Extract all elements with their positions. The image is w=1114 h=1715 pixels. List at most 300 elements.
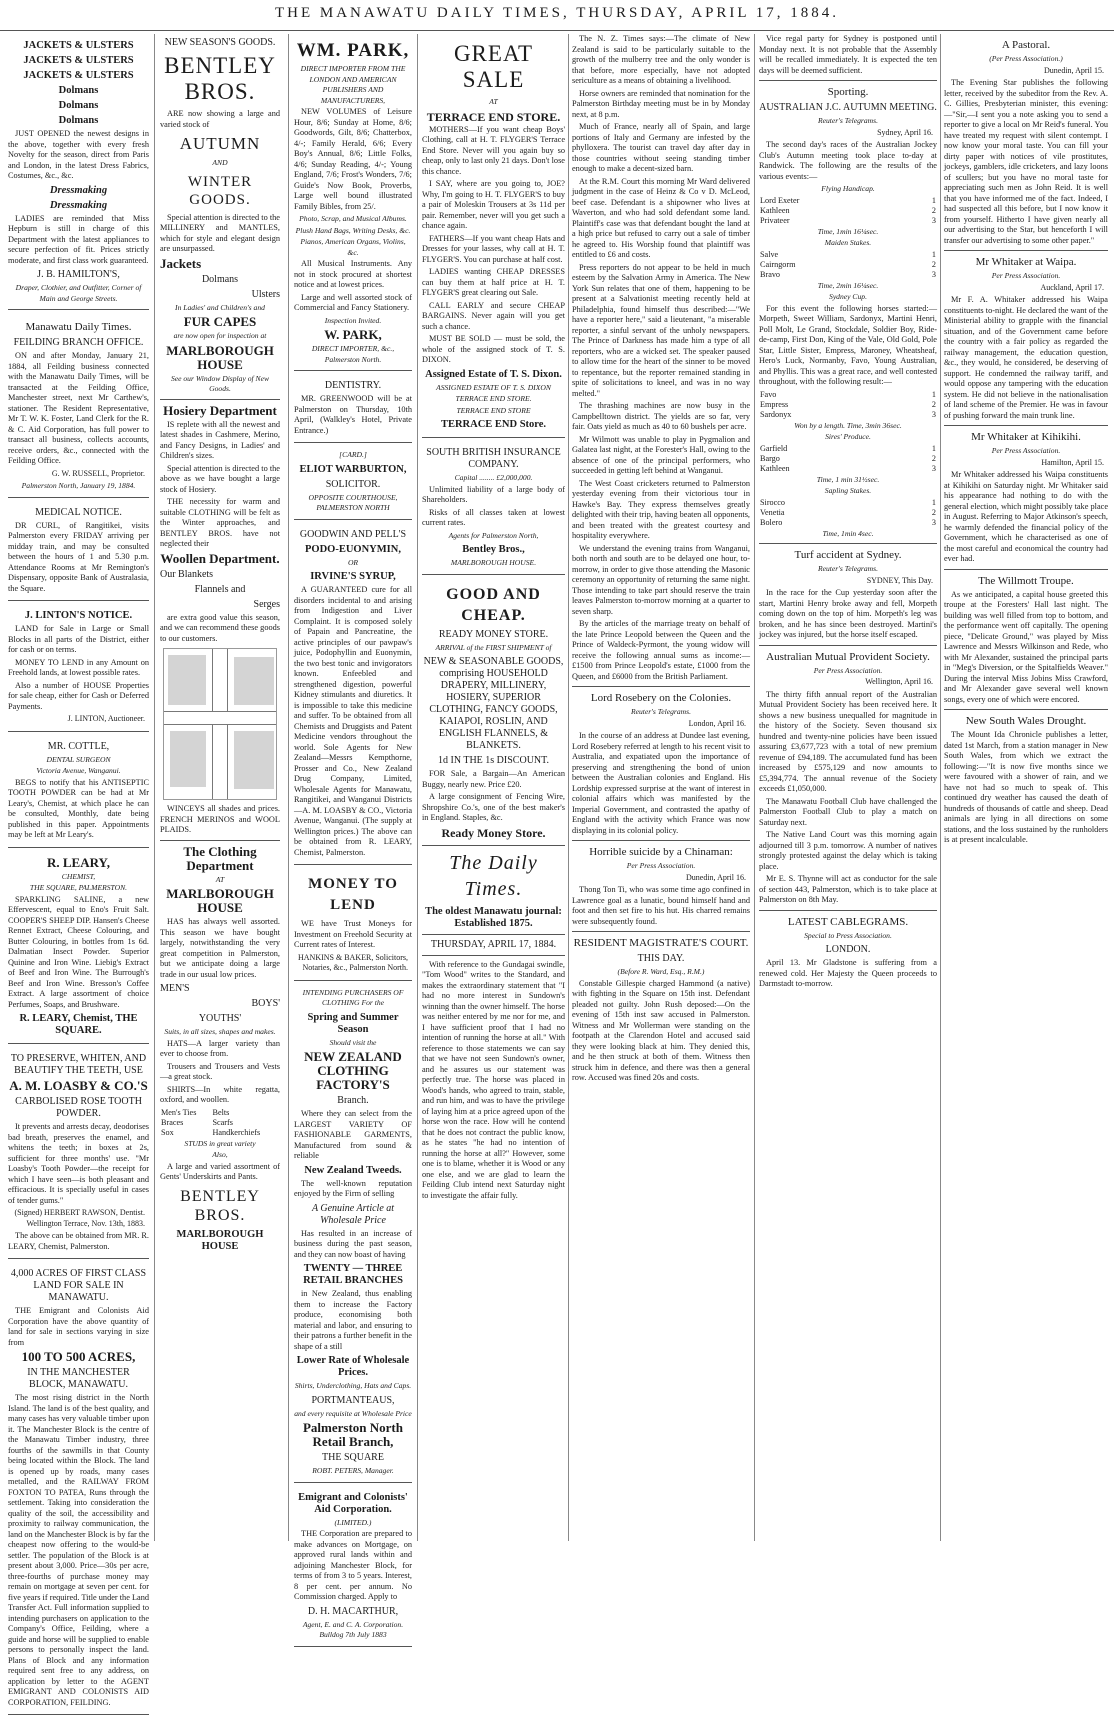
placing: 3 (931, 215, 936, 225)
column-5 (572, 34, 750, 1541)
sydney-date: Sydney, April 16. (877, 127, 933, 137)
park-pianos: Pianos, American Organs, Violins, &c. (300, 237, 406, 257)
horse-name: Garfield (760, 443, 788, 453)
pastoral-sub: (Per Press Association.) (989, 54, 1063, 63)
latest-body: April 13. Mr Gladstone is suffering from a renewed cold. Her Majesty the Queen proceeds to Darmstadt to-morrow. (759, 958, 937, 988)
suicide-body: Thong Ton Ti, who was some time ago confined in Lawrence goal as a lunatic, bound himself hand and foot and then set fire to his hut. His charred remains were subsequently found. (572, 885, 750, 926)
dolmans-line: Dolmans (58, 100, 99, 111)
tweeds-body: The well-known reputation enjoyed by the Firm of selling (294, 1178, 412, 1198)
sapling-heading: Sapling Stakes. (824, 486, 872, 495)
jackets-body: JUST OPENED the newest designs in the above, together with every fresh Novelty for the season, direct from Paris and London, in the latest Dress Fabrics, Costumes, &c., &c. (8, 129, 149, 180)
divider (572, 931, 750, 932)
column-4 (422, 34, 565, 1541)
visit-text: Should visit the (329, 1037, 377, 1047)
horse-name: Kathleen (760, 463, 790, 473)
ajc-body: The second day's races of the Australian Jockey Club's Autumn meeting took place to-day at Randwick. The following are the results of the various events:— (759, 140, 937, 181)
tooth-heading: TO PRESERVE, WHITEN, AND BEAUTIFY THE TEETH, USE (10, 1053, 147, 1076)
branches-heading: TWENTY — THREE RETAIL BRANCHES (303, 1263, 403, 1286)
money-sig: HANKINS & BAKER, Solicitors, Notaries, &c., Palmerston North. (297, 952, 408, 972)
palm-branch-heading: Palmerston North Retail Branch, (302, 1420, 403, 1449)
jackets-line: JACKETS & ULSTERS (23, 40, 134, 51)
macarthur-name: D. H. MACARTHUR, (307, 1605, 399, 1617)
acres-ad (8, 1262, 149, 1715)
marl-text: MARLBOROUGH HOUSE. (450, 558, 537, 567)
mens-heading: MEN'S (160, 983, 190, 994)
leary-body: SPARKLING SALINE, a new Effervescent, equal to Eno's Fruit Salt. COOPER'S SHEEP DIP. Hansen's Cheese Rennet Extract, Cheese Colouring, and Butter Colouring, in bottles from 1s 6d. Dalmatian Insect Powder. Superior Quinine and Iron Wine. Liebig's Extract of Beef and Iron Wine. The Burrough's Beef and Iron Wine. Bresson's Coffee Extract. A large assortment of choice Perfumes, Soaps, and Brushware. (8, 894, 149, 1009)
also-body: A large and varied assortment of Gents' Underskirts and Pants. (160, 1161, 280, 1181)
money-ad (294, 868, 412, 981)
ladies-text: In Ladies' and Children's and (175, 302, 265, 312)
feilding-body: ON and after Monday, January 21, 1884, all Feilding business connected with the Manawatu Daily Times, will be transacted at the Feilding Office, Manchester street, next Mr Carthew's, stationer. The Resident Representative, Mr T. W. K. Foster, Land Clerk for the R. & C. Aid Corporation, has full power to transact all business, collects accounts, receive orders, &c., connected with the Feilding Office. (8, 351, 149, 465)
emigrant-body: THE Corporation are prepared to make advances on Mortgage, on approved rural lands within and adjoining Manchester Block, for terms of from 3 to 5 years. Interest, 8 per cent. per annum. No Commission charged. Apply to (294, 1529, 412, 1601)
acres-block: IN THE MANCHESTER BLOCK, MANAWATU. (27, 1367, 130, 1390)
sires-time: Time, 1 min 31½sec. (816, 474, 880, 484)
genuine-body: Has resulted in an increase of business during the past season, and they can now boast of having (294, 1228, 412, 1259)
result-row (759, 270, 937, 280)
peters-text: ROBT. PETERS, Manager. (312, 1466, 394, 1475)
hats-text: HATS—A larger variety than ever to choose from. (160, 1038, 280, 1058)
pastoral-date: Dunedin, April 15. (1044, 65, 1104, 75)
whitaker-date: Auckland, April 17. (1040, 282, 1104, 292)
news-paragraph: At the R.M. Court this morning Mr Ward delivered judgment in the case of Heinz & Co v D. McLeod, beef case. Defendant is a shipowner who lives at Waverton, and who had sold defendant some land. Plaintiff's case was that defendant bought the land at a high price but refused to carry out a sale of timber he agreed to. His Worship found that plaintiff was entitled to £6 and costs. (572, 176, 750, 259)
linton-heading: J. LINTON'S NOTICE. (24, 610, 133, 621)
divider (944, 569, 1108, 570)
placing: 2 (931, 205, 936, 215)
lower-heading: Lower Rate of Wholesale Prices. (296, 1355, 410, 1378)
linton-land: LAND for Sale in Large or Small Blocks in all parts of the District, either for cash or on terms. (8, 624, 149, 654)
cup-results (759, 390, 937, 420)
amp-heading: Australian Mutual Provident Society. (766, 650, 930, 663)
feilding-ad (8, 313, 149, 498)
result-row (759, 206, 937, 216)
flyger-ad (422, 34, 565, 438)
divider (759, 80, 937, 81)
result-row (759, 518, 937, 528)
branch-heading: Branch. (337, 1095, 369, 1106)
reuters-text: Reuter's Telegrams. (818, 116, 878, 125)
placing: 3 (931, 409, 936, 419)
say-text: I SAY, where are you going to, JOE? Why, I'm going to H. T. FLYGER'S to buy a pair of Moleskin Trousers at 3s 11d per pair. Remember, never will you get such a chance again. (422, 179, 565, 230)
mothers-text: MOTHERS—If you want cheap Boys' Clothing, call at H. T. FLYGER'S Terrace End Store. Never will you again buy so cheap, only to last only 21 days. Don't lose this chance. (422, 124, 565, 176)
bentley-intro: ARE now showing a large and varied stock of (160, 109, 280, 129)
placing: 2 (931, 507, 936, 517)
acres-heading: 4,000 ACRES OF FIRST CLASS LAND FOR SALE IN MANAWATU. (10, 1268, 147, 1303)
leary-addr: THE SQUARE, PALMERSTON. (29, 883, 128, 892)
studs-text: STUDS in great variety (184, 1138, 256, 1148)
window-text: See our Window Display of New Goods. (170, 373, 270, 393)
risks-text: Risks of all classes taken at lowest current rates. (422, 507, 565, 527)
nzcf-body: Where they can select from the LARGEST VARIETY OF FASHIONABLE GARMENTS, Manufactured from sound & reliable (294, 1109, 412, 1160)
nzcf-ad (294, 984, 412, 1483)
column-rule (940, 34, 941, 1541)
jackets-line: JACKETS & ULSTERS (23, 70, 134, 81)
horse-name: Cairngorm (760, 259, 796, 269)
suicide-heading: Horrible suicide by a Chinaman: (589, 846, 733, 858)
shirts-text: SHIRTS—In white regatta, oxford, and woollen. (160, 1084, 280, 1104)
flying-time: Time, 1min 16¼sec. (817, 226, 879, 236)
boys-heading: BOYS' (251, 998, 280, 1009)
terrace-big: TERRACE END Store. (440, 419, 547, 430)
sporting-heading: Sporting. (827, 86, 869, 98)
irvine-body: A GUARANTEED cure for all disorders incidental to and arising from Indigestion and Liver Complaint. It is composed solely of Papain and Pancreatine, the active principles of our pawpaw's juice, Podophyllin and Euonymin, the two best tonic and invigorators known. Enfeebled and strengthened digestion, powerful Kidney stimulants and diuretics. It is impossible to take this medicine and suffer. To be obtained from all Chemists and Druggists and Patent Medicine vendors throughout the world. Sole Agents for New Zealand—Messrs Kempthorne, Prosser and Co., New Zealand Drug Company, Limited, Wholesale Agents for Manawatu, Rangitikei, and Wanganui Districts—A. M. LOASBY & CO., Victoria Avenue, Wanganui. (The supply at Wellington prices.) The above can be obtained from R. LEARY, Chemist, Palmerston. (294, 585, 412, 857)
news-paragraph: The thrashing machines are now busy in the Campbelltown district. The yields are so far, very fair. Oats yield as much as 40 to 60 bushels per acre. (572, 401, 750, 431)
placing: 1 (931, 443, 936, 453)
ready-heading: READY MONEY STORE. (438, 628, 549, 640)
horse-name: Lord Exeter (760, 195, 800, 205)
dressmaking-line: Dressmaking (49, 184, 108, 196)
divider (759, 910, 937, 911)
tooth-body: It prevents and arrests decay, deodorises bad breath, preserves the enamel, and whitens the teeth; in boxes at 2s, sufficient for three months' use. "Mr Loasby's Tooth Powder—the receipt for which I have seen—is both pleasant and efficacious. It is specially useful in cases of tender gums." (8, 1122, 149, 1205)
linton-houses: Also a number of HOUSE Properties for sale cheap, either for Cash or Deferred Payments. (8, 680, 149, 711)
branches-body: in New Zealand, thus enabling them to increase the Factory produce, economising both material and labor, and ensuring to their patrons a further benefit in the shape of a still (294, 1289, 412, 1351)
park-sig: W. PARK, (324, 327, 382, 342)
map-block (168, 655, 206, 705)
clothing-dept-heading: The Clothing Department (183, 843, 257, 873)
kihikihi-body: Mr Whitaker addressed his Waipa constituents at Kihikihi on Saturday night. Mr Whitaker said his appearance had nothing to do with the general election, which might possibly take place in August. Referring to Major Atkinson's speech, he warmly defended the financial policy of the Government, which he characterised as one of the most careful and economical the country had ever had. (944, 470, 1108, 563)
agents-text: Agents for Palmerston North, (448, 530, 539, 540)
jackets-heading: Jackets (160, 255, 202, 271)
terrace-line: TERRACE END STORE (456, 405, 531, 415)
rosebery-date: London, April 16. (688, 718, 746, 728)
amp-body: The thirty fifth annual report of the Australian Mutual Provident Society has been received here. It shows a new business unequalled for magnitude in the history of the Society. Seven thousand six hundred and twenty-nine policies have been issued assuring £3,677,723 with a total of new premium revenue of £94,189. The accumulated fund has been increased by £575,129 and now amounts to £5,394,774. The annual revenue of the Society exceeds £1,050,000. (759, 689, 937, 793)
good-cheap-heading: GOOD AND CHEAP. (446, 585, 541, 624)
bentley-heading-2: BENTLEY BROS. (180, 1187, 260, 1224)
solicitor-addr: OPPOSITE COURTHOUSE, PALMERSTON NORTH (308, 492, 398, 512)
result-row (759, 250, 937, 260)
at-text: AT (215, 874, 225, 884)
daily-times-heading: The Daily Times. (449, 851, 538, 900)
mdt-heading: Manawatu Daily Times. (25, 321, 132, 333)
sbi-ad (422, 441, 565, 575)
kihikihi-date: Hamilton, April 15. (1041, 457, 1104, 467)
court-text: The Native Land Court was this morning again adjourned till 3 p.m. tomorrow. A number of natives strongly protested against the delay which is taking place. (759, 830, 937, 871)
shirts-text: Shirts, Underclothing, Hats and Caps. (294, 1381, 412, 1390)
amp-date: Wellington, April 16. (865, 677, 933, 686)
result-row (759, 196, 937, 206)
rosebery-heading: Lord Rosebery on the Colonies. (590, 692, 732, 704)
rosebery-sub: Reuter's Telegrams. (631, 707, 691, 716)
result-row (759, 260, 937, 270)
news-paragraph: The West Coast cricketers returned to Palmerston yesterday evening from their victorious tour in Hawke's Bay. They express themselves greatly delighted with their trip, having beaten all opponents, and been treated with the greatest courtesy and hospitality everywhere. (572, 478, 750, 540)
news-paragraph: The N. Z. Times says:—The climate of New Zealand is said to be particularly suitable to the growth of the mulberry tree and the only wonder is that before, more especially, have not adopted sericulture as a means of obtaining a livelihood. (572, 34, 750, 85)
whitaker-body: Mr F. A. Whitaker addressed his Waipa constituents to-night. He declared the want of the Ministerial ability to grapple with the financial situation, and of the Government came before the country with a fair policy as regarded the railway management, the education question, &c., they would, he considered, be deserving of support. He condemned the railway tariff, and would oppose any tampering with the education system. He did not believe in the nationalisation of land scheme of the Premier. He was in favour of pushing forward the main trunk line. (944, 295, 1108, 420)
clothing-body: THE necessity for warm and suitable CLOTHING will be felt as the Winter approaches, and BENTLEY BROS. have not neglected their (160, 497, 280, 548)
list-item: Scarfs (212, 1117, 233, 1127)
linton-money: MONEY TO LEND in any Amount on Freehold lands, at lowest possible rates. (8, 657, 149, 677)
news-paragraph: Horse owners are reminded that nomination for the Palmerston Birthday meeting must be in by Monday next, at 8 p.m. (572, 88, 750, 119)
medical-body: DR CURL, of Rangitikei, visits Palmerston every FRIDAY arriving per midday train, and may be consulted between the hours of 1 and 5.30 p.m. Attendance Rooms at Mr Remington's Dispensary, opposite Bank of Australasia, the Square. (8, 520, 149, 593)
special-1: Special attention is directed to the MILLINERY and MANTLES, which for style and elegant design are unsurpassed. (160, 212, 280, 253)
news-paragraph: By the articles of the marriage treaty on behalf of the late Prince Leopold between the Queen and the Prince of Waldeck-Pyrmont, the young widow will receive the following annual sums as income:—£1500 from Prince Leopold's estate, £1000 from the Queen, and £6000 from the British Parliament. (572, 619, 750, 681)
map-block (170, 731, 206, 787)
tooth-product: CARBOLISED ROSE TOOTH POWDER. (15, 1096, 142, 1119)
column-2 (160, 34, 280, 1541)
top-body: Vice regal party for Sydney is postponed until Monday next. It is not probable that the Assembly will be recalled immediately. It is expected the ten days will be deemed sufficient. (759, 34, 937, 75)
sold-text: MUST BE SOLD — must be sold, the whole of the assigned stock of T. S. DIXON. (422, 334, 565, 364)
result-row (759, 464, 937, 474)
ajc-heading: AUSTRALIAN J.C. AUTUMN MEETING. (759, 102, 937, 113)
assigned-sub: ASSIGNED ESTATE OF T. S. DIXON (436, 382, 551, 392)
divider (160, 399, 280, 400)
football-text: The Manawatu Football Club have challenged the Palmerston Football Club to play a match on Saturday next. (759, 796, 937, 827)
irvine-heading: IRVINE'S SYRUP, (310, 571, 396, 582)
maiden-results (759, 250, 937, 280)
card-text: [CARD.] (339, 450, 367, 459)
horse-name: Bargo (760, 453, 780, 463)
column-rule (417, 34, 418, 1541)
placing: 2 (931, 453, 936, 463)
column-rule (288, 34, 289, 1541)
cup-body: For this event the following horses started:—Morpeth, Sweet William, Sardonyx, Martini Henri, Poll Molt, Le Grand, Stockdale, Soldier Boy, Ride-de-camp, First Don, King of the Vale, Old Gold, Pole Star, Little Sister, Empress, Maroney, Wheatsheaf, Hero's Luck, Normanby, Favo, Young Australian, and Phyllis. This was a great race, and well contested throughout, with the following result:— (759, 303, 937, 386)
result-row (759, 390, 937, 400)
nzcf-heading: NEW ZEALAND CLOTHING FACTORY'S (304, 1049, 402, 1092)
horse-name: Venetia (760, 507, 785, 517)
cottle-name: MR. COTTLE, (47, 740, 110, 752)
macarthur-sub: Agent, E. and C. A. Corporation. Bulldog 7th July 1883 (302, 1619, 404, 1639)
park-heading: WM. PARK, (296, 40, 410, 61)
tooth-agent: The above can be obtained from MR. R. LEARY, Chemist, Palmerston. (8, 1231, 149, 1251)
bentley-heading: BENTLEY BROS. (164, 53, 276, 104)
leary-name: R. LEARY, (47, 854, 110, 870)
horse-name: Favo (760, 389, 777, 399)
dressmaking-body: LADIES are reminded that Miss Hepburn is still in charge of this Department with the latest appliances to secure perfection of fit. Prices strictly moderate, and first class work guaranteed. (8, 213, 149, 265)
hosiery-heading: Hosiery Department (163, 402, 277, 418)
solicitor-title: SOLICITOR. (325, 478, 381, 490)
limited-text: (LIMITED.) (334, 1517, 372, 1527)
cup-heading: Sydney Cup. (829, 292, 867, 301)
square-text: THE SQUARE (322, 1452, 384, 1463)
divider (759, 543, 937, 544)
terrace-line: TERRACE END STORE. (455, 394, 532, 403)
cottle-body: BEGS to notify that his ANTISEPTIC TOOTH POWDER can be had at Mr Leary's, Chemist, at which place he can be consulted, Monthly, date being published in this paper. Appointments may be left at Mr Leary's. (8, 777, 149, 839)
divider (422, 934, 565, 935)
news-paragraph: We understand the evening trains from Wanganui, both north and south are to be delayed one hour, to-morrow, in order to give those attending the Masonic ceremony an opportunity of returning the same night. Those intending to take part should reserve the train leaves Palmerston to-morrow morning at a quarter to seven sharp. (572, 543, 750, 616)
rmc-day: THIS DAY. (637, 953, 685, 964)
hosiery-body: IS replete with all the newest and latest shades in Cashmere, Merino, and Fancy Designs, in Ladies' and Children's sizes. (160, 419, 280, 460)
willmott-heading: The Willmott Troupe. (978, 574, 1074, 587)
assigned-heading: Assigned Estate of T. S. Dixon. (425, 368, 562, 380)
divider (572, 686, 750, 687)
goods-text: NEW & SEASONABLE GOODS, comprising HOUSEHOLD DRAPERY, MILLINERY, HOSIERY, SUPERIOR CLOTHING, FANCY GOODS, KAIAPOI, ROSLIN, AND ENGLISH FLANNELS, & BLANKETS. (423, 656, 564, 751)
sbi-heading: SOUTH BRITISH INSURANCE COMPANY. (426, 447, 561, 470)
leary-title: CHEMIST, (61, 871, 96, 881)
park-ad (294, 34, 412, 371)
placing: 1 (931, 195, 936, 205)
acres-body: THE Emigrant and Colonists Aid Corporation have the above quantity of land for sale in sections varying in size from (8, 1306, 149, 1347)
feilding-heading: FEILDING BRANCH OFFICE. (13, 337, 144, 348)
result-row (759, 454, 937, 464)
unlimited-text: Unlimited liability of a large body of Shareholders. (422, 484, 565, 504)
warburton-ad (294, 446, 412, 520)
fathers-text: FATHERS—If you want cheap Hats and Dresses for your lasses, why call at H. T. FLYGER'S. You can purchase at half cost. (422, 233, 565, 264)
dentistry-ad (294, 374, 412, 443)
special-2: Special attention is directed to the above as we have bought a large stock of Hosiery. (160, 463, 280, 494)
flying-results (759, 196, 937, 226)
tooth-ad (8, 1047, 149, 1259)
sapling-results (759, 498, 937, 528)
turf-heading: Turf accident at Sydney. (794, 549, 902, 561)
column-6 (759, 34, 937, 1541)
flannels-heading: Flannels and (194, 583, 246, 595)
buggy-text: FOR Sale, a Bargain—An American Buggy, nearly new. Price £20. (422, 769, 565, 789)
autumn-heading: AUTUMN (179, 134, 261, 153)
clothing-dept-body: HAS has always well assorted. This season we have bought largely, notwithstanding the very great competition in Palmerston, but we anticipate doing a large trade in our usual low prices. (160, 917, 280, 979)
divider (944, 250, 1108, 251)
divider (422, 955, 565, 956)
list-item: Sox (161, 1127, 174, 1137)
sires-heading: Sires' Produce. (825, 432, 871, 441)
or-text: OR (347, 557, 359, 567)
maiden-heading: Maiden Stakes. (824, 238, 872, 247)
map-road-horizontal (164, 711, 276, 725)
rmc-heading: RESIDENT MAGISTRATE'S COURT. (573, 937, 749, 949)
horse-name: Bolero (760, 517, 783, 527)
emigrant-ad (294, 1486, 412, 1647)
jackets-line: JACKETS & ULSTERS (23, 55, 134, 66)
tweeds-heading: New Zealand Tweeds. (304, 1164, 402, 1176)
rmc-before: (Before R. Ward, Esq., R.M.) (617, 967, 705, 976)
dolmans-line: Dolmans (58, 115, 99, 126)
placing: 2 (931, 399, 936, 409)
willmott-body: As we anticipated, a capital house greeted this troupe at the Foresters' Hall last night. The building was well filled from top to bottom, and the performance went off capitally. The opening piece, "Delicate Ground," was played by Miss Lawrence and Messrs Wilkinson and Rede, who with Mr Alexander, sustained the principal parts in "Meg's Diversion, or the Spitalfields Weaver." During the interval Miss Jobins Miss Crawford, and Mr Alexander gave several well known songs, every one of which were encored. (944, 589, 1108, 704)
news-paragraph: Press reporters do not appear to be held in much esteem by the Salvation Army in America. The New York Sun relates that one of them, happening to be present at a Salvationist meeting recently held at Philadelphia, found himself thus described:—"We have a reporter here," said a lieutenant, "a miserable reporter, a sinful servant of the unholy newspapers. The Prince of Darkness has made him a type of all reporters, who are a wicked set. The speaker paused to allow time for the heart of the sinner to be moved to repentance, but the reporter remained standing in spite of solicitations to kneel, and was in no way melted." (572, 262, 750, 398)
winceys-text: WINCEYS all shades and prices. FRENCH MERINOS and WOOL PLAIDS. (160, 804, 280, 834)
intending-text: INTENDING PURCHASERS OF CLOTHING For the (302, 987, 404, 1007)
result-row (759, 498, 937, 508)
hamilton-sub: Draper, Clothier, and Outfitter, Corner of Main and George Streets. (15, 283, 142, 303)
leary-sig: R. LEARY, Chemist, THE SQUARE. (19, 1013, 138, 1036)
horse-name: Bravo (760, 269, 781, 279)
column-7 (944, 34, 1108, 1541)
irvine-ad (294, 523, 412, 866)
editorial-body: With reference to the Gundagai swindle, "Tom Wood" writes to the Standard, and makes the extraordinary statement that "I had no more interest in Sundown's winning than the owner himself. The horse was neither entered by me nor for me, and I have sufficient proof that I had no intention of running the horse at all." With reference to those statements we can say that we have not seen Sundown's owner, and he assures us our statement was perfectly true. The horse was placed in Wood's hands, who agreed to train, stable, and run him, and was to have the privilege of laying him at a price agreed upon of the horse won the race. How will he contend that he does not contract the public know, as he states "he had no intention of running the horse at all?" However, some one is to blame, whether it is Wood or any one else, and we are glad to learn the Feilding Club intend next Saturday night to investigate the affair fully. (422, 959, 565, 1200)
result-row (759, 444, 937, 454)
column-1 (8, 34, 150, 1707)
placing: 3 (931, 463, 936, 473)
amp-sub: Per Press Association. (813, 665, 883, 675)
divider (759, 645, 937, 646)
suicide-sub: Per Press Association. (626, 861, 696, 870)
arrival-text: ARRIVAL of the FIRST SHIPMENT of (435, 642, 552, 652)
divider (160, 840, 280, 841)
dressmaking-line: Dressmaking (49, 199, 108, 211)
ladies-text: LADIES wanting CHEAP DRESSES can buy them at half price at H. T. FLYGER'S great clearing out Sale. (422, 267, 565, 297)
money-body: WE have Trust Moneys for Investment on Freehold Security at Current rates of Interest. (294, 919, 412, 949)
trousers-text: Trousers and Trousers and Vests—a great stock. (160, 1061, 280, 1081)
variety-text: and every requisite at Wholesale Price (294, 1408, 412, 1418)
marlborough-heading: MARLBOROUGH HOUSE (166, 342, 274, 372)
ready-money-heading: Ready Money Store. (441, 825, 546, 840)
portmanteaus-text: PORTMANTEAUS, (311, 1394, 395, 1406)
town-map-illustration (163, 648, 277, 800)
park-photo: Photo, Scrap, and Musical Albums. (299, 214, 407, 223)
column-rule (754, 34, 755, 1541)
horse-name: Sirocco (760, 497, 786, 507)
great-sale-heading: GREAT SALE (453, 41, 534, 92)
medical-ad (8, 501, 149, 602)
inspection-text: are now open for inspection at (173, 331, 267, 340)
maiden-time: Time, 2min 16¼sec. (817, 280, 879, 290)
call-text: CALL EARLY and secure CHEAP BARGAINS. Never again will you get such a chance. (422, 300, 565, 331)
placing: 1 (931, 389, 936, 399)
winter-heading: WINTER GOODS. (187, 173, 253, 208)
thynne-text: Mr E. S. Thynne will act as conductor for the sale of section 443, Palmerston, which is to take place at Palmerston on 8th May. (759, 874, 937, 904)
serges-heading: Serges (253, 598, 280, 610)
latest-sub: Special to Press Association. (804, 930, 892, 940)
drought-heading: New South Wales Drought. (965, 715, 1087, 727)
acres-body2: The most rising district in the North Island. The land is of the best quality, and many cases has very valuable timber upon it. The Manchester Block is the centre of the Manawatu Timber industry, three fourths of the sawmills in that County being located within the Block. The land is opened up by roads, many cases metalled, and the RAILWAY FROM FOXTON TO PATEA, Runs through the settlement. Taking into consideration the quality of the soil, the accessibility and proximity to railway communication, the land on the Manchester Block is by far the cheapest now offering to the would-be settler. The population of the Block is at present about 3,000. Price—30s per acre, three-fourths of purchase money may remain on mortgage at seven per cent. for five years if required. Title under the Land Transfer Act. Full information supplied to intending purchasers on application to the Company's Office, Feilding, where a guide and horse will be supplied to enable persons to personally inspect the land. Plans of Block and any information required sent free to any address, on application by letter to the AGENT EMIGRANT AND COLONISTS AID CORPORATION, FEILDING. (8, 1393, 150, 1707)
dolmans-line: Dolmans (58, 85, 99, 96)
divider (572, 840, 750, 841)
warburton-name: ELIOT WARBURTON, (299, 463, 407, 475)
rosebery-body: In the course of an address at Dundee last evening, Lord Rosebery referred at length to his recent visit to Australia, and expatiated upon the importance of preserving and strengthening the bond of union between the Australian colonies and England. His Lordship expressed surprise at the want of interest in colonial affairs which was manifested by the Imperial Government, and contrasted the apathy of England with the activity which France was now displaying in its colonial policy. (572, 731, 750, 835)
park-sig2: DIRECT IMPORTER, &c., Palmerston North. (311, 344, 395, 364)
newspaper-masthead (0, 0, 1114, 31)
park-desc: DIRECT IMPORTER FROM THE LONDON AND AMERICAN PUBLISHERS AND MANUFACTURERS, (300, 64, 406, 105)
money-heading: MONEY TO LEND (308, 876, 398, 913)
also-text: Also, (212, 1150, 228, 1159)
pastoral-heading: A Pastoral. (1001, 39, 1051, 51)
list-item: Belts (212, 1107, 230, 1117)
medical-heading: MEDICAL NOTICE. (35, 506, 122, 518)
oldest-text: The oldest Manawatu journal: Established 1875. (425, 905, 562, 929)
podo-heading: PODO-EUONYMIN, (305, 543, 401, 555)
discount-text: 1d IN THE 1s DISCOUNT. (437, 755, 549, 766)
at-text: AT (489, 97, 498, 106)
latest-heading: LATEST CABLEGRAMS. (787, 915, 909, 928)
cottle-addr: Victoria Avenue, Wanganui. (36, 766, 121, 775)
divider (944, 709, 1108, 710)
spring-heading: Spring and Summer Season (307, 1011, 399, 1035)
list-item: Men's Ties (161, 1107, 197, 1117)
whitaker-heading: Mr Whitaker at Waipa. (975, 256, 1077, 268)
bentley-text: Bentley Bros., (462, 544, 525, 555)
column-rule (568, 34, 569, 1541)
pastoral-body: The Evening Star publishes the following letter, received by the subeditor from the Rev. A. C. Gillies, Presbyterian minister, this evening:—"Sir,—I sent you a note asking you to send a reporter to give a local on Mr Reid's funeral. You have treated my request with silent contempt. I now know your moral taste. You can fill your dirty paper with notices of vile prostitutes, jockeys, gamblers, idle cricketers, and lazy loons of scullers; but you have no moral taste for appreciating such men as John Reid. It is well that you have informed me of the fact. Indeed, I had suspected all this before, but I now know it from yourself. Hitherto I have given nearly all our advertising to the Star, but henceforth I will transfer our advertising to some other paper." (944, 78, 1108, 245)
result-row (759, 410, 937, 420)
placing: 1 (931, 249, 936, 259)
feilding-date: Palmerston North, January 19, 1884. (21, 481, 136, 490)
blankets-heading: Our Blankets (160, 568, 214, 580)
park-body: NEW VOLUMES of Leisure Hour, 8/6; Sunday at Home, 8/6; Goodwords, Gilt, 8/6; Chatterbox, 4/-; Family Herald, 6/6; Every Boy's Annual, 8/6; Little Folks, 4/6; Sunday Reading, 4/-; Young England, 7/6; Frost's Wonders, 7/6; Guide's Now Book, Proverbs, Large well bound illustrated Family Bibles, from 25/. (294, 107, 412, 211)
drought-body: The Mount Ida Chronicle publishes a letter, dated 1st March, from a station manager in New South Wales, from which we extract the following:—"It is now five months since we were favoured with a shower of rain, and we have not had so much to speak of. This continued dry weather has caused the death of hundreds of thousands of cattle and sheep. Dead animals are lying in all directions on some stations, and the loss sustained by the runholders is at present incalculable. (944, 730, 1108, 844)
linton-sig: J. LINTON, Auctioneer. (67, 714, 145, 723)
tooth-brand: A. M. LOASBY & CO.'S (9, 1078, 148, 1093)
turf-body: In the race for the Cup yesterday soon after the start, Martini Henry broke away and fell, Morpeth coming down on the top of him. Morpeth's leg was broken, and he has since been destroyed. Martini's jockey was injured, but the horse itself escaped. (759, 588, 937, 639)
kihikihi-sub: Per Press Association. (991, 446, 1061, 455)
cottle-ad (8, 735, 149, 848)
ulsters-heading: Ulsters (251, 288, 280, 300)
placing: 3 (931, 517, 936, 527)
news-paragraph: Mr Wilmott was unable to play in Pygmalion and Galatea last night, at the Forester's Hall, owing to the absence of one of the principal performers, who succeeded in getting left behind at Wanganui. (572, 434, 750, 475)
fencing-text: A large consignment of Fencing Wire, Shropshire Co.'s, one of the best maker's in England. Staples, &c. (422, 792, 565, 822)
terrace-heading: TERRACE END STORE. (426, 109, 561, 124)
acres-range: 100 TO 500 ACRES, (21, 1349, 136, 1364)
cottle-title: DENTAL SURGEON (46, 754, 111, 764)
dentistry-heading: DENTISTRY. (324, 380, 382, 391)
sapling-time: Time, 1min 4sec. (822, 528, 874, 538)
kihikihi-heading: Mr Whitaker at Kihikihi. (971, 431, 1081, 443)
horse-name: Salve (760, 249, 779, 259)
dateline: THURSDAY, APRIL 17, 1884. (430, 938, 557, 950)
capital-text: Capital ........ £2,000,000. (454, 473, 533, 482)
map-block (234, 657, 274, 705)
list-item: Braces (161, 1117, 184, 1127)
horse-name: Privateer (760, 215, 790, 225)
and-text: AND (212, 158, 228, 167)
result-row (759, 400, 937, 410)
marlborough-heading-2: MARLBOROUGH HOUSE (166, 886, 274, 915)
